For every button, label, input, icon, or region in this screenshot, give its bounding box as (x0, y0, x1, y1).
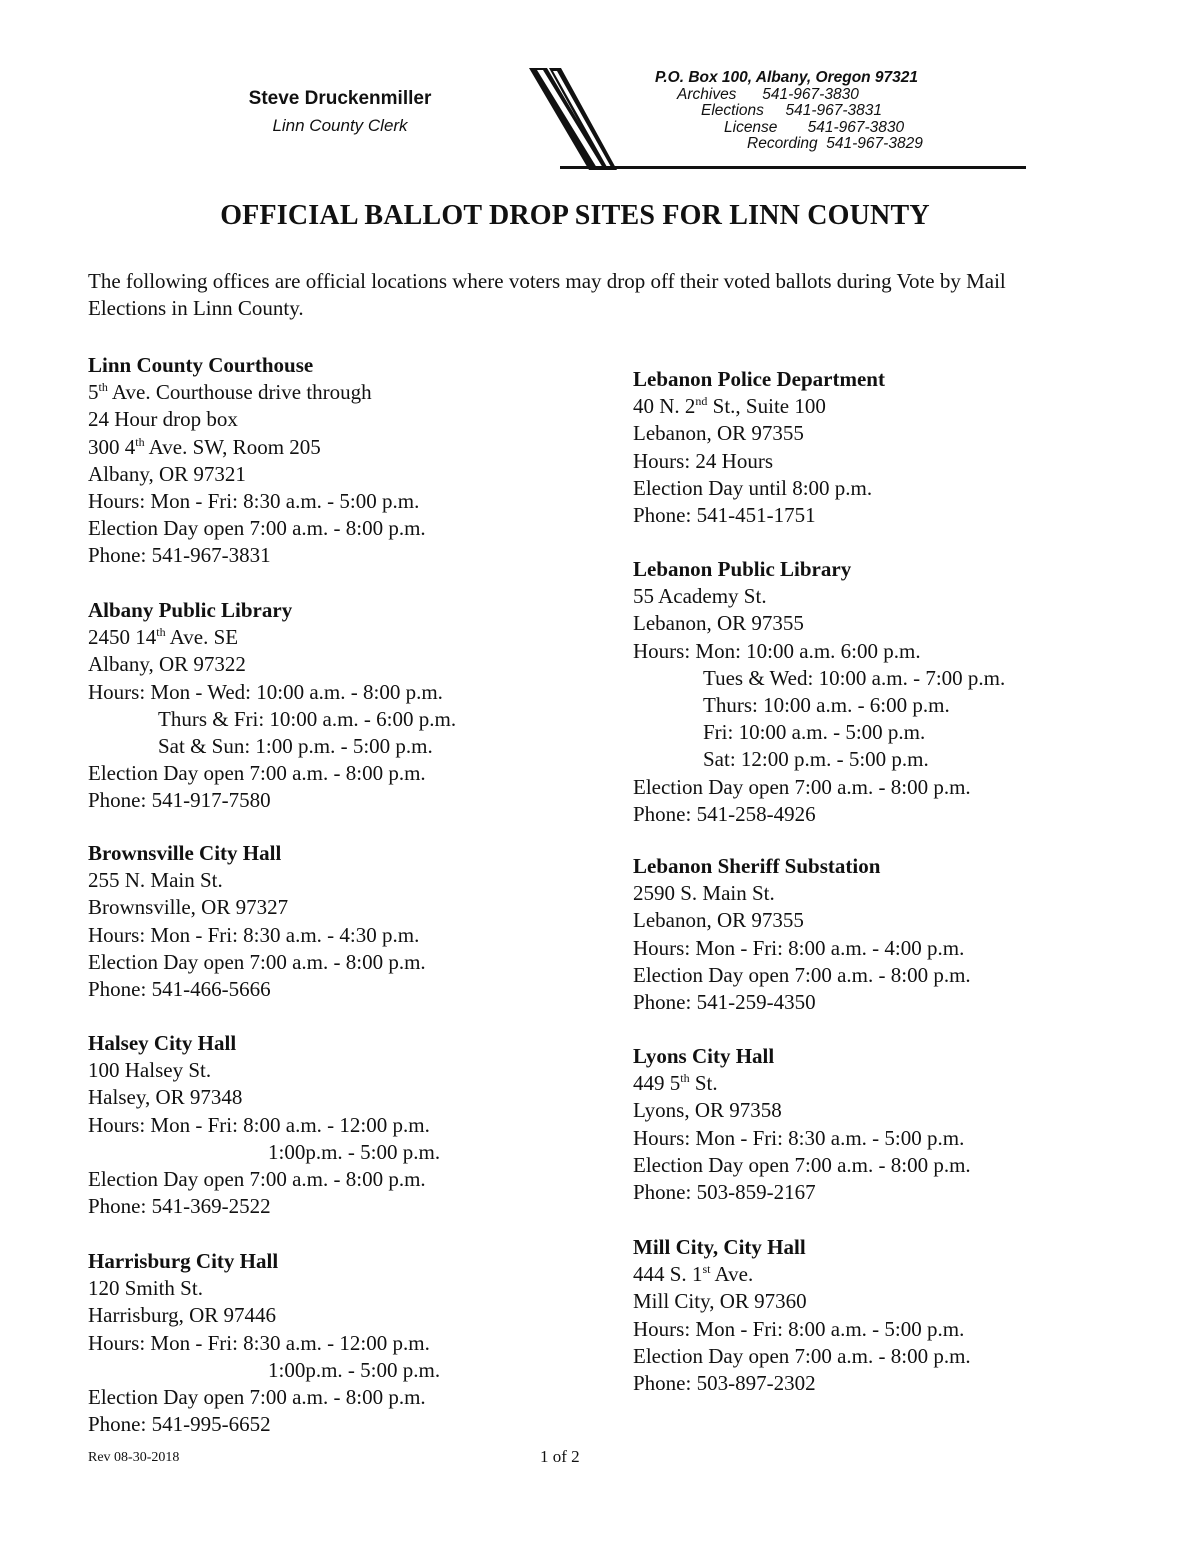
site-line: 100 Halsey St. (88, 1058, 212, 1083)
site-line: Phone: 541-451-1751 (633, 503, 816, 528)
contact-block (625, 70, 985, 153)
site-line: Albany, OR 97322 (88, 652, 246, 677)
site-line: Thurs & Fri: 10:00 a.m. - 6:00 p.m. (158, 706, 457, 731)
site-line: Hours: Mon: 10:00 a.m. 6:00 p.m. (633, 638, 921, 663)
site-line: Election Day open 7:00 a.m. - 8:00 p.m. (633, 1152, 971, 1177)
site-name: Harrisburg City Hall (88, 1249, 279, 1273)
site-halsey-city-hall (88, 1030, 440, 1220)
site-line: Brownsville, OR 97327 (88, 895, 289, 920)
contact-elections: Elections 541-967-3831 (701, 102, 882, 119)
site-name: Lebanon Police Department (633, 367, 885, 391)
site-lebanon-sheriff-substation (633, 853, 971, 1016)
site-name: Lyons City Hall (633, 1044, 775, 1068)
site-line: 255 N. Main St. (88, 868, 223, 893)
intro-paragraph: The following offices are official locations where voters may drop off their voted ballots during Vote by Mail Elections in Linn County. (88, 269, 1006, 320)
site-line: Hours: Mon - Wed: 10:00 a.m. - 8:00 p.m. (88, 679, 443, 704)
site-line: Sat & Sun: 1:00 p.m. - 5:00 p.m. (158, 734, 433, 759)
site-line: Lebanon, OR 97355 (633, 421, 804, 446)
site-line: Hours: Mon - Fri: 8:30 a.m. - 5:00 p.m. (633, 1125, 965, 1150)
site-line: Election Day open 7:00 a.m. - 8:00 p.m. (88, 1385, 426, 1410)
site-line: Hours: Mon - Fri: 8:00 a.m. - 5:00 p.m. (633, 1316, 965, 1341)
site-line: Hours: Mon - Fri: 8:00 a.m. - 12:00 p.m. (88, 1112, 430, 1137)
site-line: Sat: 12:00 p.m. - 5:00 p.m. (703, 747, 929, 772)
site-line: Election Day open 7:00 a.m. - 8:00 p.m. (633, 774, 971, 799)
site-line: Election Day open 7:00 a.m. - 8:00 p.m. (88, 761, 426, 786)
site-line: Phone: 503-897-2302 (633, 1371, 816, 1396)
site-line: Election Day open 7:00 a.m. - 8:00 p.m. (88, 1167, 426, 1192)
site-name: Lebanon Public Library (633, 557, 852, 581)
site-line: Phone: 541-369-2522 (88, 1194, 271, 1219)
site-line: 120 Smith St. (88, 1276, 203, 1301)
site-name: Mill City, City Hall (633, 1235, 806, 1259)
clerk-name: Steve Druckenmiller (248, 88, 432, 109)
site-line: Tues & Wed: 10:00 a.m. - 7:00 p.m. (703, 665, 1006, 690)
contact-license: License 541-967-3830 (724, 118, 905, 136)
site-line: Election Day until 8:00 p.m. (633, 475, 873, 500)
revision-date: Rev 08-30-2018 (88, 1450, 180, 1465)
site-line: 55 Academy St. (633, 584, 767, 609)
site-line: Phone: 541-995-6652 (88, 1412, 271, 1437)
site-line: 1:00p.m. - 5:00 p.m. (268, 1139, 441, 1164)
site-line: Phone: 541-967-3831 (88, 543, 271, 568)
page-title: OFFICIAL BALLOT DROP SITES FOR LINN COUNTY (220, 200, 930, 231)
site-name: Albany Public Library (88, 598, 293, 622)
site-line: 1:00p.m. - 5:00 p.m. (268, 1357, 441, 1382)
site-line: Hours: 24 Hours (633, 448, 773, 473)
site-lebanon-police-department (633, 366, 885, 529)
site-line: Halsey, OR 97348 (88, 1085, 243, 1110)
site-albany-public-library (88, 597, 456, 815)
site-line: Lyons, OR 97358 (633, 1098, 782, 1123)
site-line: 24 Hour drop box (88, 407, 238, 432)
site-line: Harrisburg, OR 97446 (88, 1303, 277, 1328)
site-line: Phone: 541-259-4350 (633, 990, 816, 1015)
site-line: Hours: Mon - Fri: 8:30 a.m. - 12:00 p.m. (88, 1330, 430, 1355)
site-name: Lebanon Sheriff Substation (633, 854, 881, 878)
site-line: Phone: 541-258-4926 (633, 801, 816, 826)
site-name: Halsey City Hall (88, 1031, 237, 1055)
site-line: Hours: Mon - Fri: 8:30 a.m. - 4:30 p.m. (88, 922, 420, 947)
site-line: Mill City, OR 97360 (633, 1289, 807, 1314)
site-line: Election Day open 7:00 a.m. - 8:00 p.m. (88, 949, 426, 974)
page-number: 1 of 2 (540, 1447, 580, 1466)
po-box: P.O. Box 100, Albany, Oregon 97321 (655, 69, 919, 86)
site-line: Thurs: 10:00 a.m. - 6:00 p.m. (703, 693, 950, 718)
site-line: 300 4th Ave. SW, Room 205 (88, 434, 321, 459)
site-line: Lebanon, OR 97355 (633, 611, 804, 636)
site-mill-city-city-hall (633, 1234, 971, 1397)
site-line: Albany, OR 97321 (88, 461, 246, 486)
site-line: Election Day open 7:00 a.m. - 8:00 p.m. (633, 1343, 971, 1368)
site-line: 5th Ave. Courthouse drive through (88, 380, 372, 405)
site-line: Phone: 503-859-2167 (633, 1180, 816, 1205)
site-name: Linn County Courthouse (88, 353, 314, 377)
site-line: Hours: Mon - Fri: 8:00 a.m. - 4:00 p.m. (633, 935, 965, 960)
site-lebanon-public-library (633, 556, 1005, 828)
site-line: Phone: 541-917-7580 (88, 788, 271, 813)
site-line: Lebanon, OR 97355 (633, 908, 804, 933)
clerk-title: Linn County Clerk (272, 116, 408, 135)
site-line: Election Day open 7:00 a.m. - 8:00 p.m. (88, 516, 426, 541)
site-line: 449 5th St. (633, 1071, 718, 1096)
site-linn-county-courthouse (88, 352, 426, 570)
site-lyons-city-hall (633, 1043, 971, 1206)
site-line: 2590 S. Main St. (633, 881, 775, 906)
site-line: Fri: 10:00 a.m. - 5:00 p.m. (703, 720, 926, 745)
contact-recording: Recording 541-967-3829 (747, 135, 923, 152)
site-line: 444 S. 1st Ave. (633, 1262, 754, 1287)
site-line: Hours: Mon - Fri: 8:30 a.m. - 5:00 p.m. (88, 489, 420, 514)
site-name: Brownsville City Hall (88, 841, 282, 865)
county-logo-icon (527, 66, 617, 172)
contact-archives: Archives 541-967-3830 (677, 85, 859, 103)
site-line: Election Day open 7:00 a.m. - 8:00 p.m. (633, 962, 971, 987)
site-line: 2450 14th Ave. SE (88, 625, 239, 650)
site-line: 40 N. 2nd St., Suite 100 (633, 394, 826, 419)
site-line: Phone: 541-466-5666 (88, 977, 271, 1002)
site-brownsville-city-hall (88, 840, 426, 1003)
header-rule (560, 166, 1026, 169)
site-harrisburg-city-hall (88, 1248, 440, 1438)
